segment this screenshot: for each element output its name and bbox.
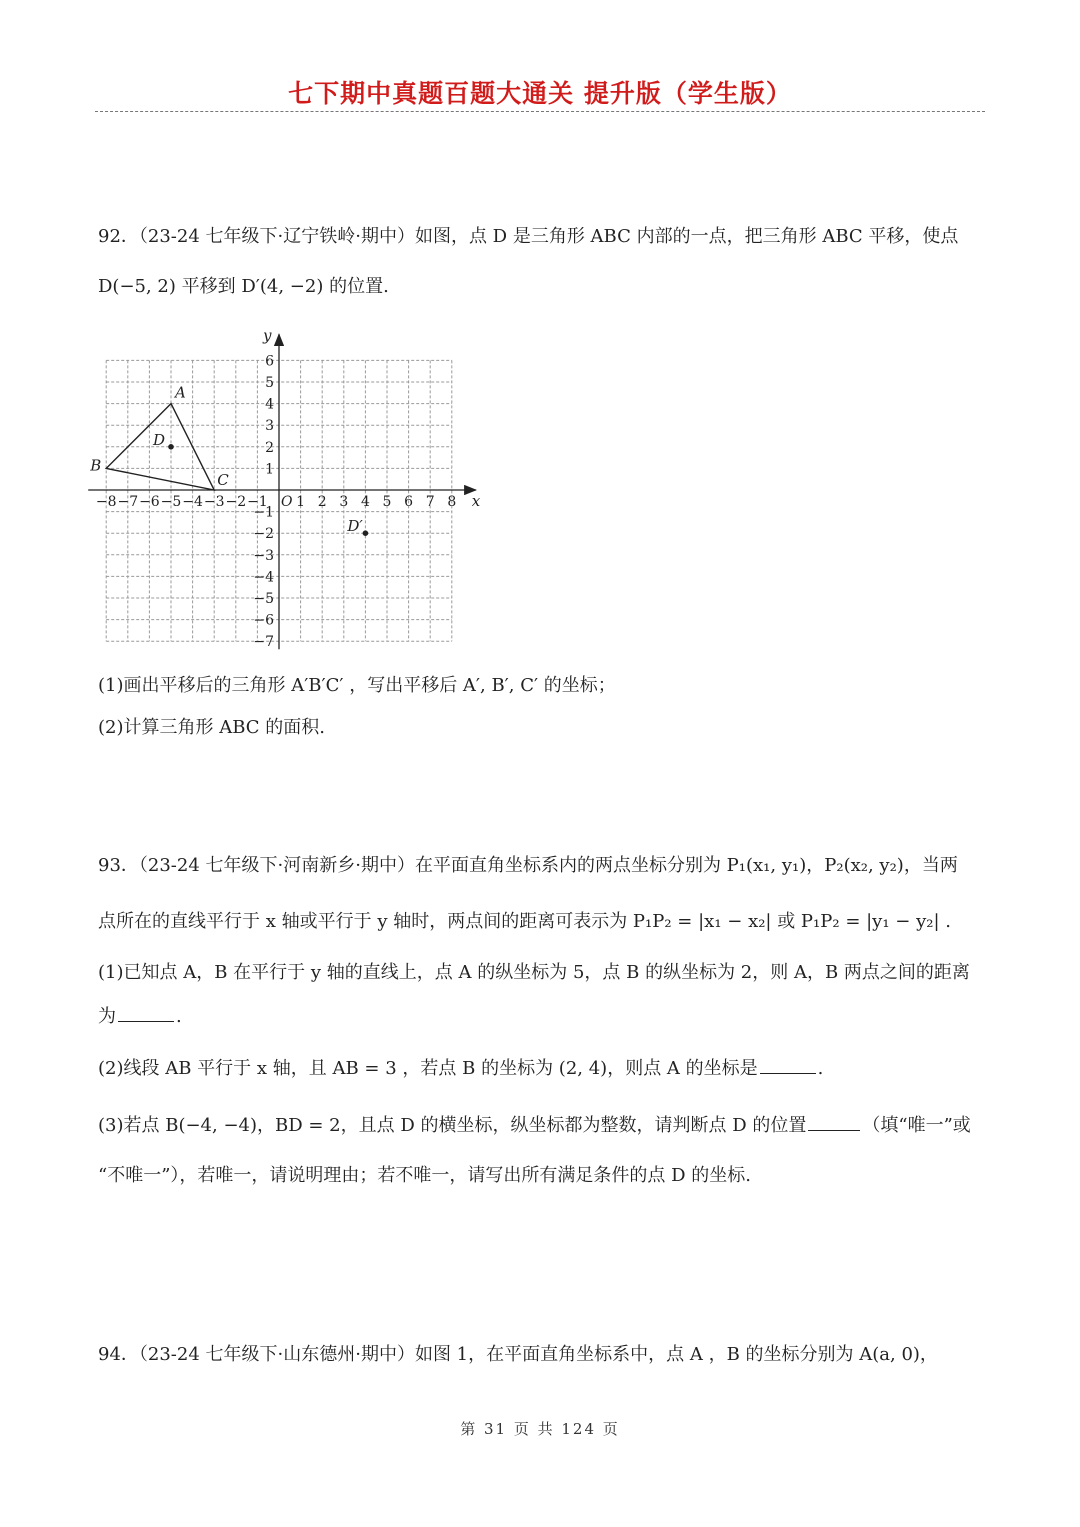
axes [88, 326, 481, 649]
q93-sub1-line1: (1)已知点 A，B 在平行于 y 轴的直线上，点 A 的纵坐标为 5，点 B 的纵坐标为 2，则 A，B 两点之间的距离 [98, 962, 970, 983]
y-tick-label: −7 [253, 634, 274, 651]
tick-labels [96, 353, 456, 650]
y-tick-label: 5 [265, 375, 274, 391]
q92-stem-line1: 92．（23-24 七年级下·辽宁铁岭·期中）如图，点 D 是三角形 ABC 内部的一点，把三角形 ABC 平移，使点 [98, 226, 959, 247]
y-tick-label: −3 [253, 547, 274, 564]
x-tick-label: −5 [160, 494, 182, 510]
x-tick-label: 8 [447, 494, 457, 510]
x-tick-label: −3 [203, 494, 225, 510]
q92-sub1: (1)画出平移后的三角形 A′B′C′ ，写出平移后 A′, B′, C′ 的坐标； [98, 675, 616, 696]
page-number: 第 31 页 共 124 页 [460, 1420, 620, 1438]
x-tick-label: 6 [404, 494, 414, 510]
q93-sub3-end: （填“唯一”或 [862, 1115, 971, 1136]
origin-label: O [281, 494, 293, 510]
answer-blank-1[interactable] [118, 1003, 174, 1022]
q93-stem-line1: 93．（23-24 七年级下·河南新乡·期中）在平面直角坐标系内的两点坐标分别为 P₁(x₁, y₁)，P₂(x₂, y₂)，当两 [98, 855, 958, 876]
x-tick-label: −4 [182, 494, 203, 510]
answer-blank-3[interactable] [808, 1112, 860, 1131]
page-title: 七下期中真题百题大通关 提升版（学生版） [288, 79, 792, 108]
q93-sub2-text: (2)线段 AB 平行于 x 轴，且 AB = 3 ，若点 B 的坐标为 (2, 4)，则点 A 的坐标是 [98, 1058, 758, 1079]
point-label: D′ [347, 517, 363, 536]
x-tick-label: −7 [117, 494, 139, 510]
q93-sub3-line1 [98, 1112, 971, 1139]
q93-sub1-prefix: 为 [98, 1006, 116, 1027]
q93-stem-line2: 点所在的直线平行于 x 轴或平行于 y 轴时，两点间的距离可表示为 P₁P₂ = |x₁ − x₂| 或 P₁P₂ = |y₁ − y₂| . [98, 911, 951, 932]
y-tick-label: 2 [265, 439, 274, 456]
y-tick-label: −5 [253, 591, 274, 607]
header-divider [95, 111, 985, 112]
point-marker [168, 444, 174, 450]
q93-sub2-end: . [817, 1058, 824, 1079]
y-tick-label: 1 [265, 461, 274, 478]
vertex-label: B [90, 456, 102, 475]
x-tick-label: −1 [247, 494, 268, 510]
q93-sub3-text: (3)若点 B(−4, −4)，BD = 2，且点 D 的横坐标，纵坐标都为整数，请判断点 D 的位置 [98, 1115, 807, 1136]
y-tick-label: 4 [265, 396, 274, 413]
x-axis-label: x [471, 492, 481, 510]
coordinate-plot [90, 318, 506, 658]
vertex-label: A [175, 383, 186, 402]
x-tick-label: −2 [225, 494, 247, 510]
y-tick-label: −6 [253, 612, 274, 629]
q94-stem-line1: 94．（23-24 七年级下·山东德州·期中）如图 1，在平面直角坐标系中，点 A ，B 的坐标分别为 A(a, 0)， [98, 1344, 938, 1365]
point-marker [363, 530, 369, 536]
x-tick-label: 5 [382, 494, 392, 510]
q93-sub3-line2: “不唯一”），若唯一，请说明理由；若不唯一，请写出所有满足条件的点 D 的坐标. [98, 1165, 751, 1186]
q93-sub2 [98, 1055, 823, 1082]
x-tick-label: −6 [139, 494, 160, 510]
y-tick-label: −2 [253, 526, 274, 543]
x-tick-label: 4 [360, 494, 370, 510]
x-tick-label: 1 [296, 494, 306, 510]
answer-blank-2[interactable] [760, 1055, 816, 1074]
y-tick-label: −1 [253, 504, 274, 521]
coordinate-figure [90, 318, 506, 662]
x-tick-label: 3 [339, 494, 349, 510]
x-tick-label: 2 [317, 494, 327, 510]
point-label: D [153, 430, 166, 449]
y-axis-label: y [263, 326, 272, 345]
q92-stem-line2: D(−5, 2) 平移到 D′(4, −2) 的位置. [98, 276, 389, 297]
y-tick-label: 3 [265, 418, 274, 435]
q92-sub2: (2)计算三角形 ABC 的面积. [98, 717, 325, 738]
x-tick-label: 7 [425, 494, 435, 510]
y-tick-label: 6 [265, 353, 274, 370]
y-tick-label: −4 [253, 569, 274, 586]
q93-sub1-line2 [98, 1003, 182, 1030]
x-tick-label: −8 [95, 494, 117, 510]
vertex-label: C [217, 471, 229, 489]
q93-sub1-end: . [176, 1006, 182, 1027]
